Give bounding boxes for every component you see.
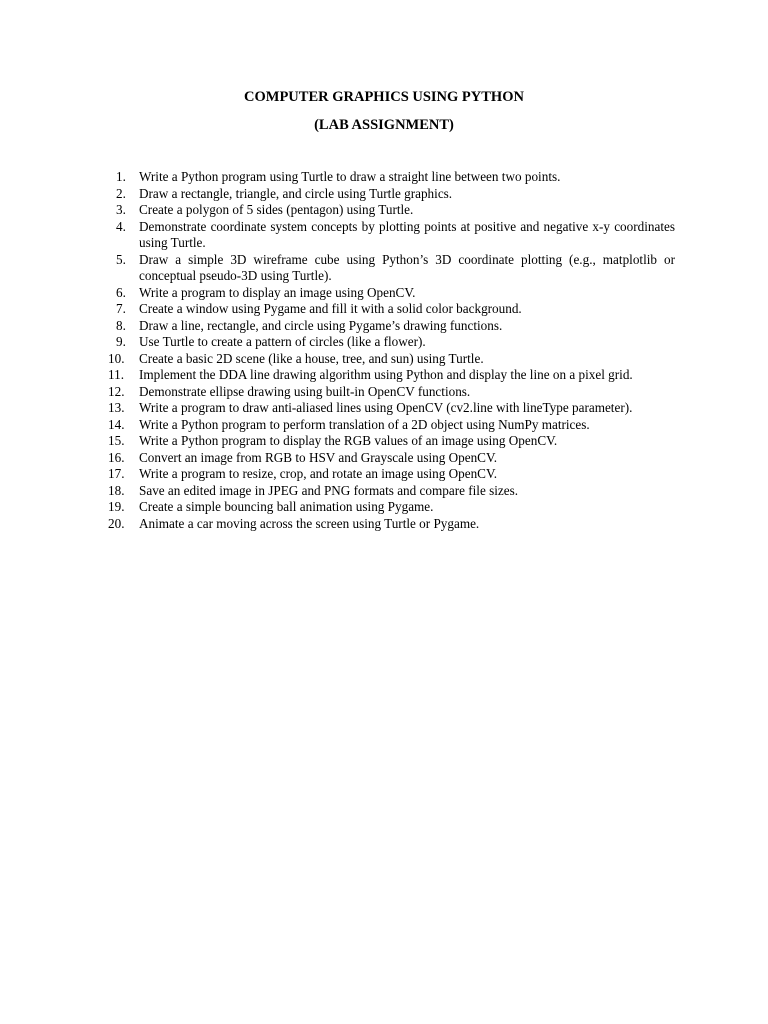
lab-task-list [108,169,675,532]
list-item [108,367,675,384]
list-item [108,351,675,368]
list-item [108,334,675,351]
task-number: 20. [108,515,125,531]
task-text: Write a program to display an image using OpenCV. [139,284,416,300]
list-item [108,499,675,516]
list-item [108,301,675,318]
task-number: 19. [108,499,125,514]
task-number: 10. [108,350,125,366]
task-text: Create a window using Pygame and fill it with a solid color background. [139,301,522,316]
task-text: Convert an image from RGB to HSV and Grayscale using OpenCV. [139,449,498,465]
task-text: Implement the DDA line drawing algorithm using Python and display the line on a pixel grid. [139,367,633,382]
list-item [108,202,675,219]
list-item [108,285,675,302]
list-item [108,219,675,252]
task-text: Create a simple bouncing ball animation using Pygame. [139,499,434,514]
task-number: 12. [108,383,125,399]
list-item [108,384,675,401]
task-number: 9. [116,334,126,349]
task-number: 11. [108,367,124,382]
list-item [108,169,675,186]
task-number: 18. [108,482,125,498]
list-item [108,516,675,533]
task-number: 5. [116,251,126,267]
document-title: COMPUTER GRAPHICS USING PYTHON [244,89,524,105]
list-item [108,433,675,450]
task-text: Write a program to resize, crop, and rotate an image using OpenCV. [139,466,498,481]
task-number: 15. [108,433,125,448]
list-item [108,450,675,467]
task-text: Demonstrate coordinate system concepts by plotting points at positive and negative x-y coordinates using Turtle. [139,218,675,250]
task-text: Write a program to draw anti-aliased lines using OpenCV (cv2.line with lineType parameter). [139,400,633,415]
task-text: Draw a line, rectangle, and circle using Pygame’s drawing functions. [139,317,503,333]
task-text: Draw a simple 3D wireframe cube using Python’s 3D coordinate plotting (e.g., matplotlib or conceptual pseudo-3D using Turtle). [139,251,675,283]
task-text: Write a Python program to perform translation of a 2D object using NumPy matrices. [139,416,590,432]
task-number: 14. [108,416,125,432]
task-number: 2. [116,185,126,201]
task-number: 1. [116,169,126,184]
task-text: Use Turtle to create a pattern of circles (like a flower). [139,334,426,349]
task-text: Animate a car moving across the screen using Turtle or Pygame. [139,515,480,531]
list-item [108,186,675,203]
task-number: 8. [116,317,126,333]
list-item [108,483,675,500]
task-number: 4. [116,218,126,234]
task-text: Demonstrate ellipse drawing using built-in OpenCV functions. [139,383,471,399]
task-text: Create a polygon of 5 sides (pentagon) using Turtle. [139,202,414,217]
task-text: Write a Python program using Turtle to draw a straight line between two points. [139,169,561,184]
task-number: 6. [116,284,126,300]
task-text: Save an edited image in JPEG and PNG formats and compare file sizes. [139,482,519,498]
list-item [108,252,675,285]
task-number: 13. [108,400,125,415]
task-number: 17. [108,466,125,481]
list-item [108,417,675,434]
task-number: 3. [116,202,126,217]
task-number: 7. [116,301,126,316]
list-item [108,318,675,335]
list-item [108,466,675,483]
task-number: 16. [108,449,125,465]
task-text: Draw a rectangle, triangle, and circle using Turtle graphics. [139,185,453,201]
list-item [108,400,675,417]
task-text: Create a basic 2D scene (like a house, tree, and sun) using Turtle. [139,350,484,366]
document-subtitle: (LAB ASSIGNMENT) [314,117,454,133]
task-text: Write a Python program to display the RGB values of an image using OpenCV. [139,433,558,448]
